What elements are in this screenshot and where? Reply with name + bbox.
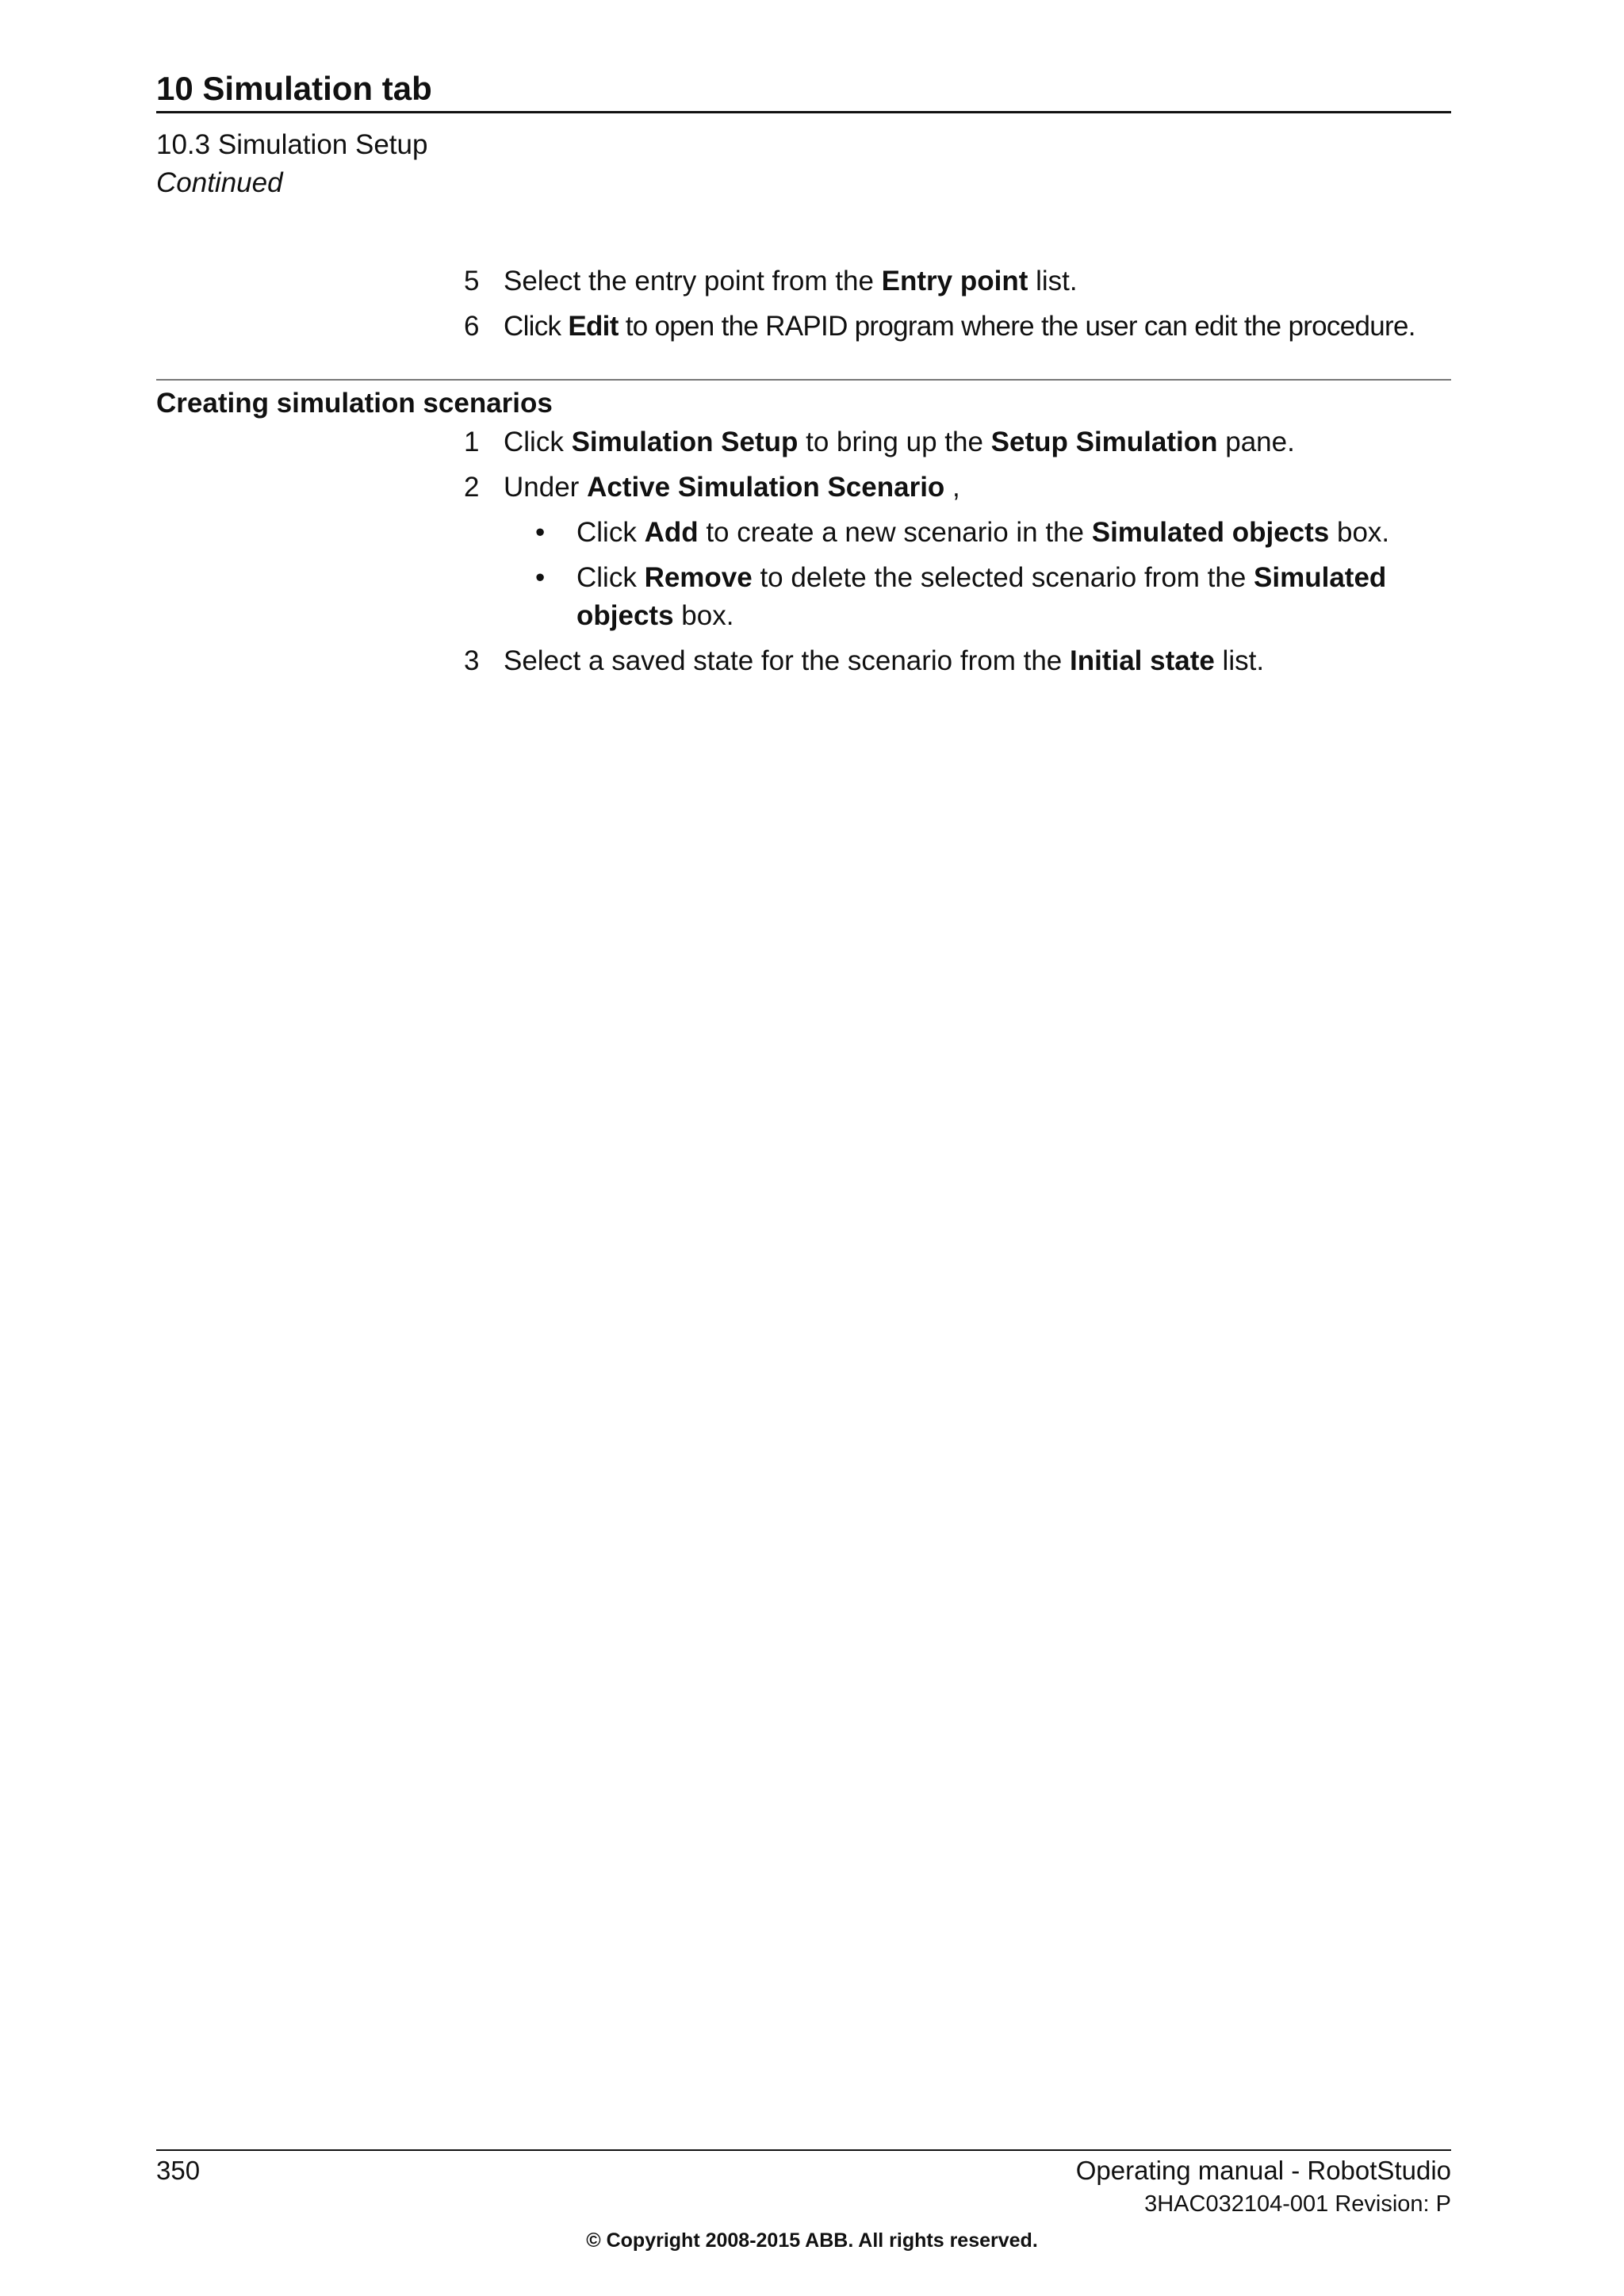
bullet-remove-continuation: objects box. <box>576 600 734 631</box>
section-title: 10.3 Simulation Setup <box>156 129 428 160</box>
bullet-add <box>535 514 1389 552</box>
bullet-remove <box>535 559 1386 597</box>
section-heading: Creating simulation scenarios <box>156 388 553 419</box>
footer-divider <box>156 2149 1451 2151</box>
bullet-text: Click Remove to delete the selected scenario from the Simulated <box>576 562 1387 593</box>
chapter-title: 10 Simulation tab <box>156 70 432 107</box>
copyright-notice: © Copyright 2008-2015 ABB. All rights reserved. <box>586 2229 1038 2252</box>
bullet-marker: • <box>535 517 546 548</box>
step-number: 5 <box>464 266 480 297</box>
step-text: Under Active Simulation Scenario , <box>504 472 960 503</box>
step-3 <box>464 642 1264 680</box>
step-text: Select a saved state for the scenario from the Initial state list. <box>504 645 1265 676</box>
header-divider <box>156 111 1451 113</box>
step-number: 6 <box>464 311 480 342</box>
section-divider <box>156 379 1451 381</box>
step-text: Click Simulation Setup to bring up the Setup Simulation pane. <box>504 427 1295 457</box>
page-number: 350 <box>156 2156 201 2185</box>
bullet-text: Click Add to create a new scenario in the Simulated objects box. <box>576 517 1390 548</box>
step-text: Select the entry point from the Entry point list. <box>504 266 1078 297</box>
step-number: 1 <box>464 427 480 457</box>
document-id: 3HAC032104-001 Revision: P <box>1144 2191 1451 2217</box>
step-5 <box>464 262 1078 300</box>
step-text: Click Edit to open the RAPID program where the user can edit the procedure. <box>504 311 1415 342</box>
step-number: 2 <box>464 472 480 503</box>
step-2 <box>464 469 960 507</box>
step-1 <box>464 423 1295 461</box>
step-number: 3 <box>464 645 480 676</box>
bullet-marker: • <box>535 562 546 593</box>
step-6 <box>464 308 1415 346</box>
manual-title: Operating manual - RobotStudio <box>1075 2156 1451 2185</box>
continued-label: Continued <box>156 167 283 198</box>
